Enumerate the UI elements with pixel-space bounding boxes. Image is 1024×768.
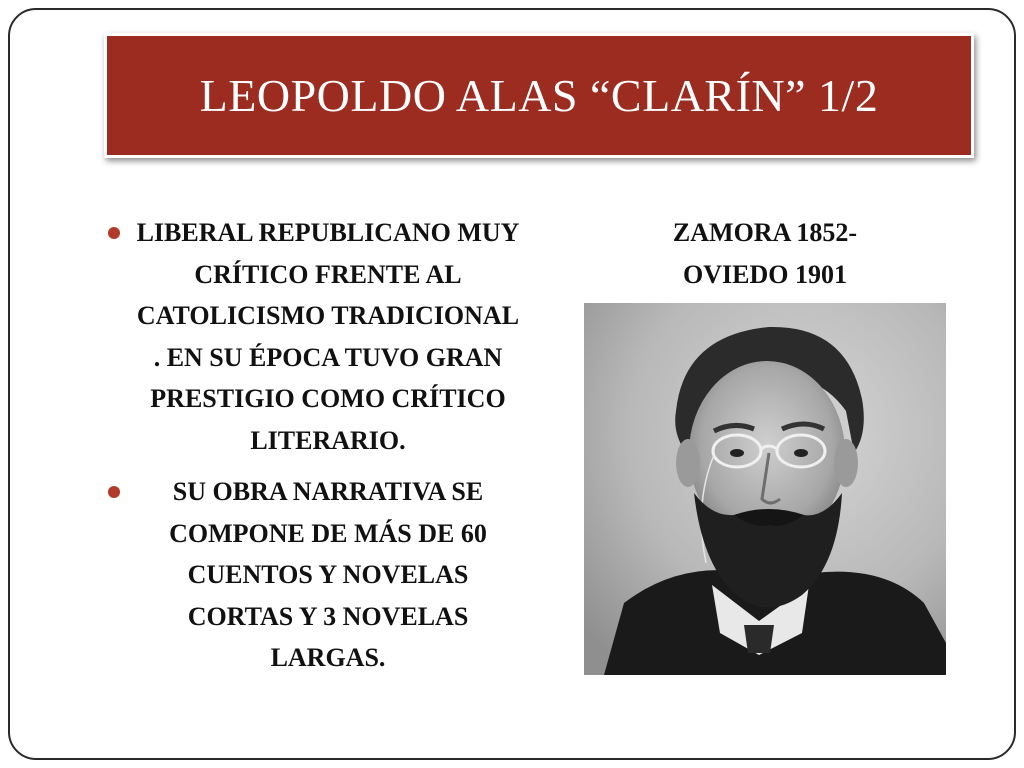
bullet-icon [108,227,120,239]
bullet-item [104,212,524,461]
bullet-text: SU OBRA NARRATIVA SE COMPONE DE MÁS DE 60 CUENTOS Y NOVELAS CORTAS Y 3 NOVELAS LARGAS. [169,477,487,672]
slide-title: LEOPOLDO ALAS “CLARÍN” 1/2 [199,70,879,121]
portrait-photo [584,303,946,675]
right-column [584,212,946,296]
bullet-icon [108,486,120,498]
title-banner [104,33,974,158]
bullet-text: LIBERAL REPUBLICANO MUY CRÍTICO FRENTE AL CATOLICISMO TRADICIONAL . EN SU ÉPOCA TUVO GRAN PRESTIGIO COMO CRÍTICO LITERARIO. [136,218,520,455]
portrait-illustration [584,303,946,675]
left-column [104,212,524,689]
bullet-item [104,471,524,679]
birth-death-dates: ZAMORA 1852- OVIEDO 1901 [672,218,858,289]
bullet-list [104,212,524,679]
